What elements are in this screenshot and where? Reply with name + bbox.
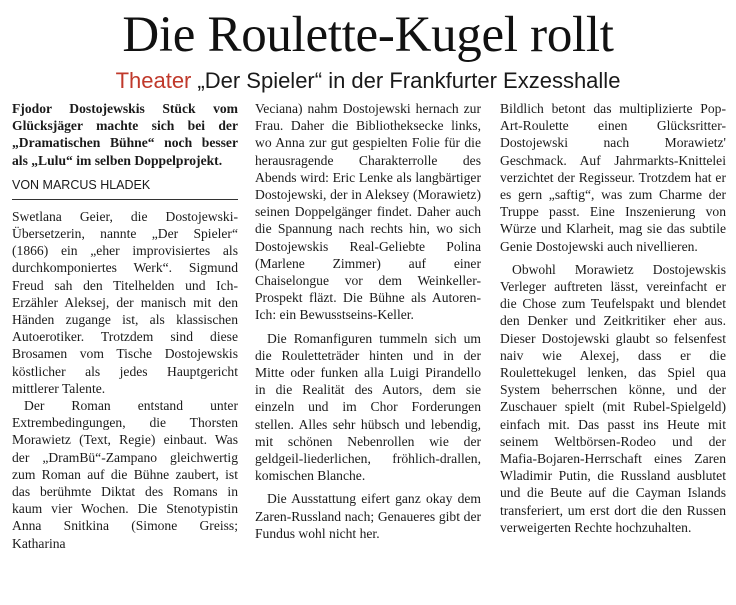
section-kicker: Theater (115, 68, 192, 93)
body-paragraph: Die Ausstattung eifert ganz okay dem Zaren-Russland nach; Genaueres gibt der Fundus wohl nicht her. (255, 491, 481, 541)
body-paragraph: Der Roman entstand unter Extrembedingungen, die Thorsten Morawietz (Text, Regie) einbaut. Was der „DramBü“-Zampano gleichwertig zum Roman auf die Bühne zaubert, ist das berühmte Diktat des Romans in kaum vier Wochen. Die Stenotypistin Anna Snitkina (Simone Greiss; Katharina (12, 398, 238, 551)
column-1 (12, 100, 238, 552)
body-paragraph: Bildlich betont das multiplizierte Pop-Art-Roulette einen Glücksritter-Dostojewski nach Morawietz' Geschmack. Auf Jahrmarkts-Knittelei verzichtet der Regisseur. Trotzdem hat er es gern „saftig“, was zum Charme der Truppe passt. Eine Inszenierung von Würze und Klarheit, mag sie das subtile Genie Dostojewski auch nivellieren. (500, 101, 726, 254)
body-paragraph: Obwohl Morawietz Dostojewskis Verleger auftreten lässt, vereinfacht er die Chose zum Teufelspakt und blendet den Denker und Zeitkritiker eher aus. Dieser Dostojewski glaubt so felsenfest naiv wie Alexej, dass er die Roulettekugel lenken, das Spiel qua System beherrschen könne, und der Zuschauer spielt (mit Rubel-Spielgeld) einfach mit. Das passt ins Heute mit seinem Weltbörsen-Rodeo und der Mafia-Bojaren-Herrschaft eines Zaren Wladimir Putin, die Russland ausblutet und die Beute auf die Cayman Islands transferiert, um erst dort die den Russen verweigerten Rechte hochzuhalten. (500, 261, 726, 535)
byline-divider (12, 199, 238, 200)
column-2 (255, 100, 481, 542)
byline: VON MARCUS HLADEK (12, 177, 151, 192)
column-3 (500, 100, 726, 536)
subheadline: „Der Spieler“ in der Frankfurter Exzesshalle (197, 68, 621, 93)
body-paragraph: Swetlana Geier, die Dostojewski-Übersetzerin, nannte „Der Spieler“ (1866) ein „eher improvisiertes als durchkomponiertes Werk“. Sigmund Freud sah den Titelhelden und Ich-Erzähler Aleksej, der manisch mit den Händen zugange ist, als klassischen Autoerotiker. Trotzdem sind diese Brosamen vom Tische Dostojewskis köstlicher als jedes Hauptgericht mittlerer Talente. (12, 208, 238, 396)
subheadline-row (0, 67, 736, 95)
lead-paragraph: Fjodor Dostojewskis Stück vom Glücksjäger machte sich bei der „Dramatischen Bühne“ noch besser als „Lulu“ im selben Doppelprojekt. (12, 101, 238, 168)
body-paragraph: Veciana) nahm Dostojewski hernach zur Frau. Daher die Bibliotheksecke links, wo Anna zur gut gespielten Folie für die herausragende Charakterrolle des Abends wird: Eric Lenke als langbärtiger Dostojewski, der in Aleksey (Morawietz) seinen Doppelgänger findet. Daher auch die Spannung nach rechts hin, wo sich Dostojewskis Real-Geliebte Polina (Marlene Zimmer) auf einer Chaiselongue vor dem Weinkeller-Prospekt fläzt. Die Bühne als Autoren-Ich: ein Bewusstseins-Keller. (255, 101, 481, 323)
body-paragraph: Die Romanfiguren tummeln sich um die Rouletteträder hinten und in der Mitte oder funken alla Luigi Pirandello in die Realität des Autors, dem sie einzeln und im Chor Forderungen stellen. Alles sehr hübsch und lebendig, mit schönen Nebenrollen wie der geldgeil-liederlichen, fröhlich-drallen, komischen Blanche. (255, 330, 481, 484)
headline: Die Roulette-Kugel rollt (122, 7, 614, 63)
